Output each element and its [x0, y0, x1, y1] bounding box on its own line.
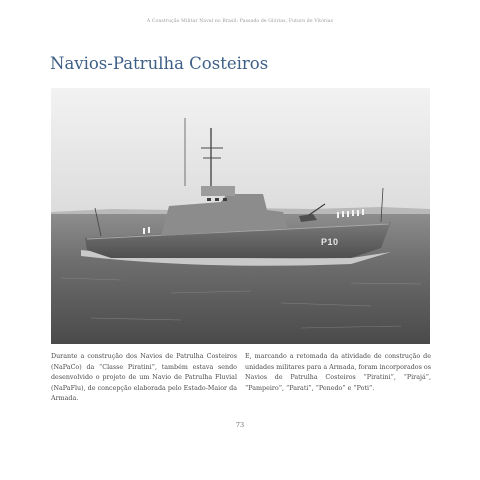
body-paragraph-left: Durante a construção dos Navios de Patrulha Costeiros (NaPaCo) da “Classe Piratini”, também estava sendo desenvolvido o projeto de um Navio de Patrulha Fluvial (NaPaFlu), de concepção elaborada pelo Estado-Maior da Armada. — [51, 353, 237, 403]
body-paragraph-right: E, marcando a retomada da atividade de construção de unidades militares para a Armada, foram incorporados os Navios de Patrulha Costeiros “Piratini”, “Pirajá”, “Pampeiro”, “Parati”, “Penedo” e “Poti”. — [245, 353, 431, 392]
hull-marking: P10 — [321, 237, 339, 247]
patrol-boat-photo — [51, 88, 430, 344]
page-number: 73 — [235, 421, 245, 429]
running-header: A Construção Militar Naval no Brasil: Passado de Glórias, Futuro de Vitórias — [146, 19, 334, 24]
section-title: Navios-Patrulha Costeiros — [50, 54, 269, 73]
